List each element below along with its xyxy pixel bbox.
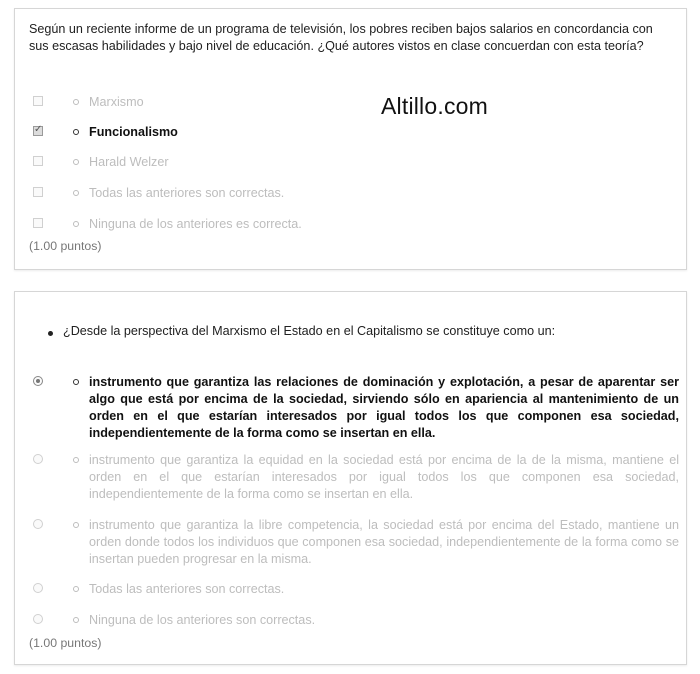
option-label: Marxismo [89, 95, 144, 109]
option-label: Todas las anteriores son correctas. [89, 186, 285, 200]
radio-icon[interactable] [33, 583, 43, 593]
radio-icon[interactable] [33, 454, 43, 464]
checkbox-icon[interactable] [33, 218, 43, 228]
bullet-icon [73, 522, 79, 528]
checkbox-icon[interactable] [33, 156, 43, 166]
option-label: Ninguna de los anteriores son correctas. [89, 613, 316, 627]
bullet-icon [73, 99, 79, 105]
question-2-text: ¿Desde la perspectiva del Marxismo el Estado en el Capitalismo se constituye como un: [63, 324, 556, 338]
bullet-icon [73, 221, 79, 227]
bullet-icon [73, 190, 79, 196]
bullet-icon [73, 586, 79, 592]
bullet-icon [73, 617, 79, 623]
option-label: instrumento que garantiza la libre competencia, la sociedad está por encima del Estado, mantiene un orden donde todos los individuos que componen esa sociedad, independientemente de la forma como se insertan pueden progresar en la misma. [89, 518, 679, 566]
bullet-icon [73, 457, 79, 463]
bullet-icon [73, 159, 79, 165]
option-label: instrumento que garantiza la equidad en la sociedad está por encima de la de la misma, mantiene el orden en el que estarían interesados por igual todos los que componen esa sociedad, independientemente de la forma como se insertan en ella. [89, 453, 679, 501]
option-label: instrumento que garantiza las relaciones de dominación y explotación, a pesar de aparentar ser algo que está por encima de la sociedad, sirviendo sólo en apariencia al mantenimiento de un orden en el que estarían interesados por igual todos los que componen esa sociedad, independientemente de la forma como se insertan en ella. [89, 375, 679, 440]
radio-checked-icon[interactable] [33, 376, 43, 386]
option-label: Todas las anteriores son correctas. [89, 582, 285, 596]
checkbox-icon[interactable] [33, 187, 43, 197]
option-label: Harald Welzer [89, 155, 169, 169]
question-card-2 [14, 291, 687, 665]
radio-icon[interactable] [33, 614, 43, 624]
bullet-icon [73, 129, 79, 135]
bullet-icon [73, 379, 79, 385]
radio-icon[interactable] [33, 519, 43, 529]
checkbox-icon[interactable] [33, 96, 43, 106]
checkbox-checked-icon[interactable] [33, 126, 43, 136]
option-label: Ninguna de los anteriores es correcta. [89, 217, 302, 231]
question-1-text: Según un reciente informe de un programa de televisión, los pobres reciben bajos salarios en concordancia con sus escasas habilidades y bajo nivel de educación. ¿Qué autores vistos en clase concuerdan con esta teoría? [29, 22, 653, 53]
bullet-icon [48, 331, 53, 336]
question-1-points: (1.00 puntos) [29, 239, 102, 253]
question-2-points: (1.00 puntos) [29, 636, 102, 650]
watermark: Altillo.com [381, 93, 489, 119]
option-label: Funcionalismo [89, 125, 178, 139]
question-card-1 [14, 8, 687, 270]
